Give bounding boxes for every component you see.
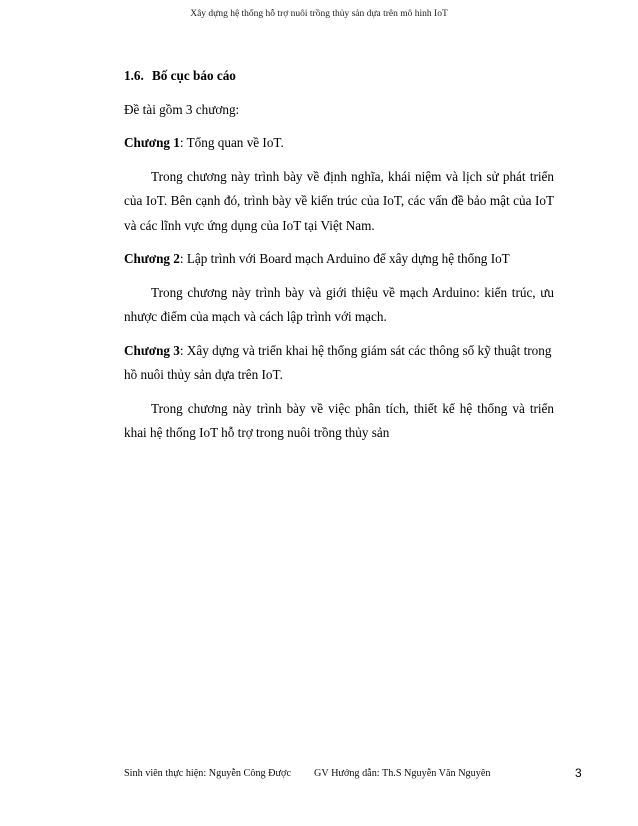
footer-student: Sinh viên thực hiện: Nguyễn Công Được	[124, 768, 291, 779]
chapter-1-description: Trong chương này trình bày về định nghĩa, khái niệm và lịch sử phát triển của IoT. Bên cạnh đó, trình bày về kiến trúc của IoT, các vấn đề bảo mật của IoT và các lĩnh vực ứng dụng của IoT tại Việt Nam.	[124, 168, 554, 233]
chapter-3-label: Chương 3	[124, 342, 180, 358]
section-intro: Đề tài gồm 3 chương:	[124, 101, 240, 117]
page-number: 3	[575, 766, 582, 780]
chapter-3-heading	[124, 339, 554, 388]
chapter-2-heading	[124, 247, 554, 272]
footer-advisor: GV Hướng dẫn: Th.S Nguyễn Văn Nguyên	[314, 768, 491, 779]
chapter-3-description: Trong chương này trình bày về việc phân tích, thiết kế hệ thống và triển khai hệ thống IoT hỗ trợ trong nuôi trồng thủy sản	[124, 400, 554, 440]
section-heading	[124, 64, 554, 89]
chapter-1-heading	[124, 131, 554, 156]
page-body	[124, 64, 554, 446]
section-title: Bố cục báo cáo	[152, 68, 236, 83]
page-header: Xây dựng hệ thống hỗ trợ nuôi trồng thủy sản dựa trên mô hình IoT	[190, 9, 448, 19]
section-number: 1.6.	[124, 68, 144, 83]
chapter-1-label: Chương 1	[124, 135, 180, 150]
chapter-1-title: : Tổng quan về IoT.	[179, 135, 284, 150]
chapter-2-title: : Lập trình với Board mạch Arduino để xây dựng hệ thống IoT	[179, 251, 510, 266]
chapter-2-label: Chương 2	[124, 251, 180, 266]
chapter-2-description: Trong chương này trình bày và giới thiệu về mạch Arduino: kiến trúc, ưu nhược điểm của mạch và cách lập trình với mạch.	[124, 284, 554, 324]
chapter-3-title: : Xây dựng và triển khai hệ thống giám sát các thông số kỹ thuật trong hồ nuôi thủy sản dựa trên IoT.	[124, 342, 552, 382]
